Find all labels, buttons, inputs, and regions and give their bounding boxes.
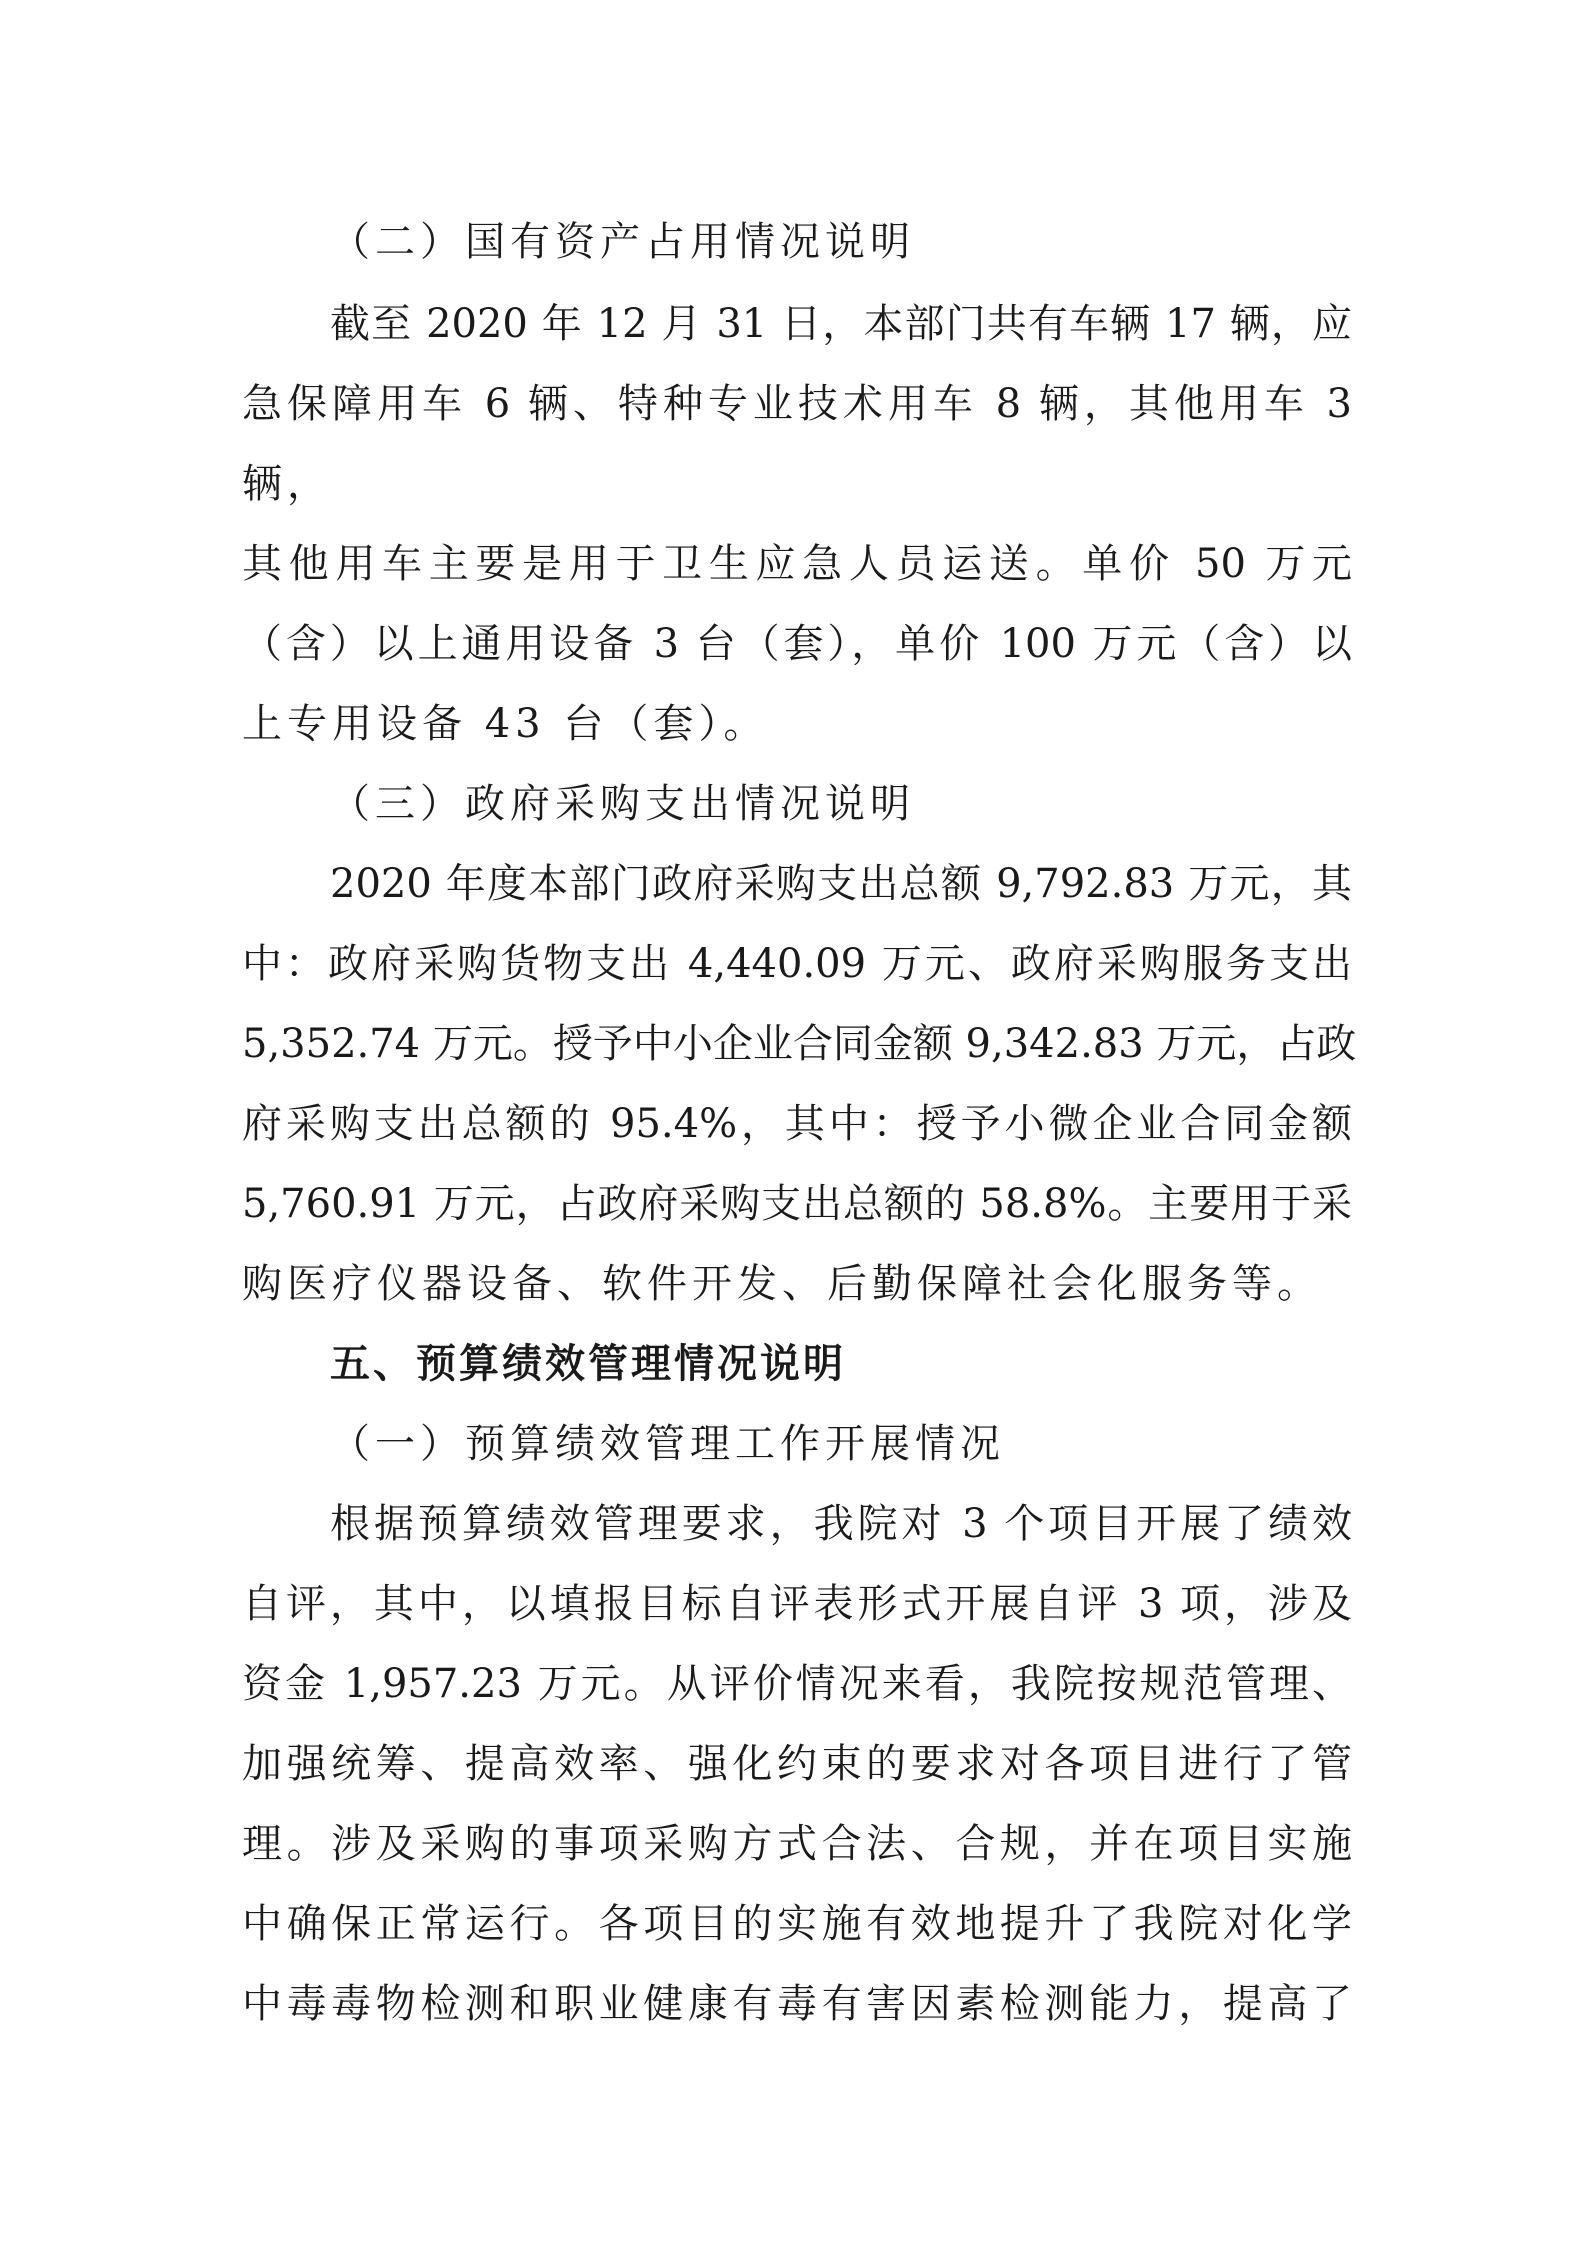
paragraph-line: 自评，其中，以填报目标自评表形式开展自评 3 项，涉及 <box>242 1581 1352 1627</box>
paragraph-line: 2020 年度本部门政府采购支出总额 9,792.83 万元，其 <box>330 861 1352 907</box>
paragraph-line: 中：政府采购货物支出 4,440.09 万元、政府采购服务支出 <box>242 941 1352 987</box>
section-heading-procurement: （三）政府采购支出情况说明 <box>330 781 915 827</box>
paragraph-line: 截至 2020 年 12 月 31 日，本部门共有车辆 17 辆，应 <box>330 301 1352 347</box>
section-heading-performance: 五、预算绩效管理情况说明 <box>330 1341 846 1387</box>
paragraph-line: 5,760.91 万元，占政府采购支出总额的 58.8%。主要用于采 <box>242 1181 1352 1227</box>
paragraph-line: 中确保正常运行。各项目的实施有效地提升了我院对化学 <box>242 1901 1352 1947</box>
paragraph-line: 其他用车主要是用于卫生应急人员运送。单价 50 万元 <box>242 541 1352 587</box>
paragraph-line: 理。涉及采购的事项采购方式合法、合规，并在项目实施 <box>242 1821 1352 1867</box>
subsection-heading-performance: （一）预算绩效管理工作开展情况 <box>330 1421 1005 1467</box>
paragraph-line: 上专用设备 43 台（套）。 <box>242 701 769 747</box>
paragraph-line: 中毒毒物检测和职业健康有毒有害因素检测能力，提高了 <box>242 1981 1352 2027</box>
paragraph-line: 根据预算绩效管理要求，我院对 3 个项目开展了绩效 <box>330 1501 1352 1547</box>
paragraph-line: 购医疗仪器设备、软件开发、后勤保障社会化服务等。 <box>242 1261 1322 1307</box>
paragraph-line: 5,352.74 万元。授予中小企业合同金额 9,342.83 万元，占政 <box>242 1021 1357 1067</box>
paragraph-line: 资金 1,957.23 万元。从评价情况来看，我院按规范管理、 <box>242 1661 1352 1707</box>
paragraph-line: 府采购支出总额的 95.4%，其中：授予小微企业合同金额 <box>242 1101 1352 1147</box>
paragraph-line: 辆， <box>242 461 332 507</box>
paragraph-line: （含）以上通用设备 3 台（套），单价 100 万元（含）以 <box>242 621 1352 667</box>
paragraph-line: 急保障用车 6 辆、特种专业技术用车 8 辆，其他用车 3 <box>242 381 1352 427</box>
section-heading-assets: （二）国有资产占用情况说明 <box>330 219 915 265</box>
paragraph-line: 加强统筹、提高效率、强化约束的要求对各项目进行了管 <box>242 1741 1352 1787</box>
